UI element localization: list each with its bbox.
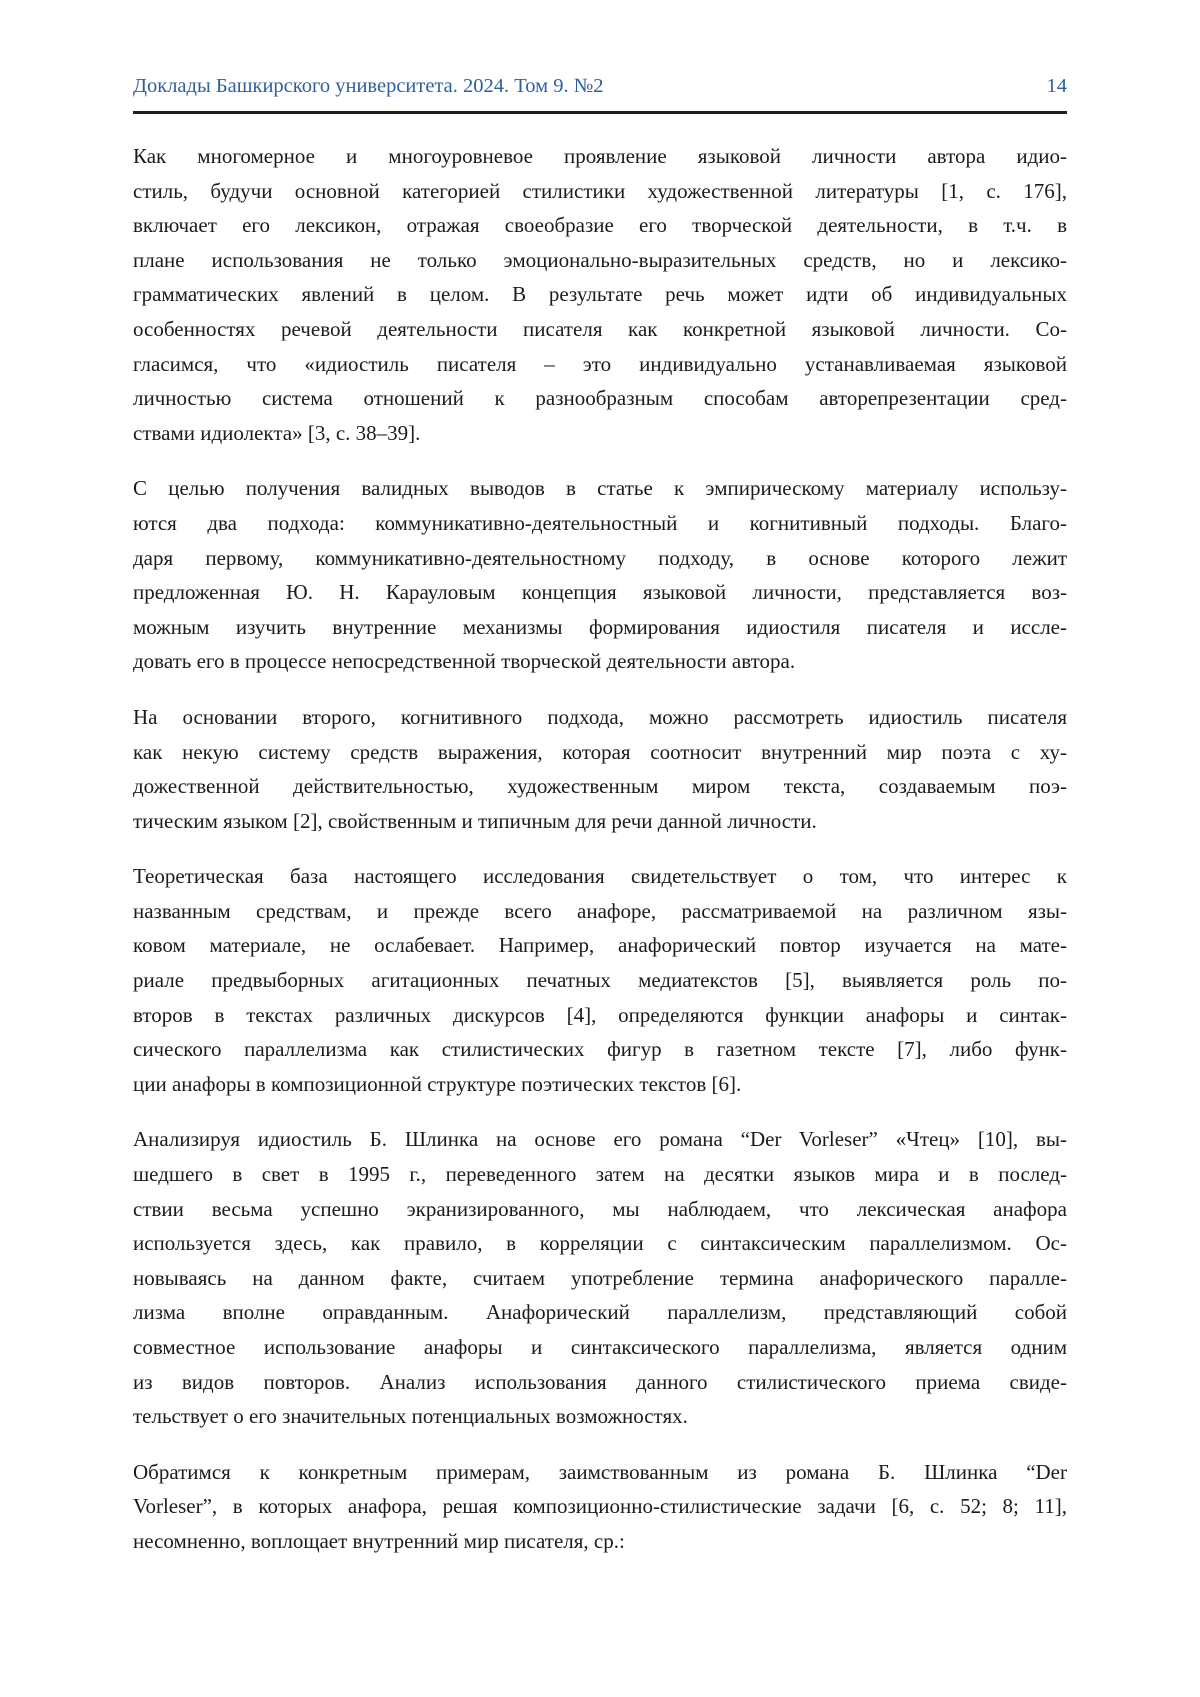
text-line: из видов повторов. Анализ использования данного стилистического приема свиде- (133, 1369, 1067, 1394)
journal-title: Доклады Башкирского университета. 2024. Том 9. №2 (133, 75, 604, 97)
text-line: Теоретическая база настоящего исследования свидетельствует о том, что интерес к (133, 864, 1067, 889)
text-line: второв в текстах различных дискурсов [4], определяются функции анафоры и синтак- (133, 1002, 1067, 1027)
text-line: тельствует о его значительных потенциальных возможностях. (133, 1404, 688, 1429)
text-line: дожественной действительностью, художественным миром текста, создаваемым поэ- (133, 774, 1067, 799)
text-line: С целью получения валидных выводов в статье к эмпирическому материалу использу- (133, 476, 1067, 501)
page-number: 14 (1046, 75, 1067, 97)
text-line: несомненно, воплощает внутренний мир писателя, ср.: (133, 1528, 625, 1553)
text-line: лизма вполне оправданным. Анафорический параллелизм, представляющий собой (133, 1300, 1067, 1325)
text-line: гласимся, что «идиостиль писателя – это индивидуально устанавливаемая языковой (133, 351, 1067, 376)
paragraph (133, 1455, 1067, 1559)
text-line: довать его в процессе непосредственной творческой деятельности автора. (133, 649, 796, 674)
text-line: Анализируя идиостиль Б. Шлинка на основе его романа “Der Vorleser” «Чтец» [10], вы- (133, 1127, 1067, 1152)
paragraph (133, 471, 1067, 679)
text-line: ются два подхода: коммуникативно-деятельностный и когнитивный подходы. Благо- (133, 510, 1067, 535)
text-line: сического параллелизма как стилистических фигур в газетном тексте [7], либо функ- (133, 1037, 1067, 1062)
page-body (133, 139, 1067, 1559)
text-line: стиль, будучи основной категорией стилистики художественной литературы [1, с. 176], (133, 178, 1067, 203)
text-line: можным изучить внутренние механизмы формирования идиостиля писателя и иссле- (133, 614, 1067, 639)
text-line: риале предвыборных агитационных печатных медиатекстов [5], выявляется роль по- (133, 968, 1067, 993)
text-line: Vorleser”, в которых анафора, решая композиционно-стилистические задачи [6, с. 52; 8; 11], (133, 1494, 1067, 1519)
text-line: Как многомерное и многоуровневое проявление языковой личности автора идио- (133, 144, 1067, 168)
text-line: шедшего в свет в 1995 г., переведенного затем на десятки языков мира и в послед- (133, 1162, 1067, 1187)
text-line: личностью система отношений к разнообразным способам авторепрезентации сред- (133, 386, 1067, 411)
text-line: ковом материале, не ослабевает. Например, анафорический повтор изучается на мате- (133, 933, 1067, 958)
text-line: На основании второго, когнитивного подхода, можно рассмотреть идиостиль писателя (133, 704, 1067, 729)
text-line: ции анафоры в композиционной структуре поэтических текстов [6]. (133, 1071, 742, 1096)
text-line: включает его лексикон, отражая своеобразие его творческой деятельности, в т.ч. в (133, 213, 1067, 238)
text-line: даря первому, коммуникативно-деятельностному подходу, в основе которого лежит (133, 545, 1067, 570)
text-line: названным средствам, и прежде всего анафоре, рассматриваемой на различном язы- (133, 898, 1067, 923)
text-line: используется здесь, как правило, в корреляции с синтаксическим параллелизмом. Ос- (133, 1231, 1067, 1256)
text-line: предложенная Ю. Н. Карауловым концепция языковой личности, представляется воз- (133, 580, 1067, 605)
text-line: особенностях речевой деятельности писателя как конкретной языковой личности. Со- (133, 316, 1067, 341)
text-line: ствии весьма успешно экранизированного, мы наблюдаем, что лексическая анафора (133, 1196, 1067, 1221)
text-line: совместное использование анафоры и синтаксического параллелизма, является одним (133, 1335, 1067, 1359)
header-divider (133, 111, 1067, 114)
paragraph (133, 859, 1067, 1101)
paragraph (133, 139, 1067, 450)
text-line: тическим языком [2], свойственным и типичным для речи данной личности. (133, 808, 817, 833)
text-line: Обратимся к конкретным примерам, заимствованным из романа Б. Шлинка “Der (133, 1459, 1067, 1484)
text-line: грамматических явлений в целом. В результате речь может идти об индивидуальных (133, 282, 1067, 307)
text-line: новываясь на данном факте, считаем употребление термина анафорического паралле- (133, 1265, 1067, 1290)
paragraph (133, 700, 1067, 838)
page-header (133, 74, 1067, 98)
text-line: плане использования не только эмоционально-выразительных средств, но и лексико- (133, 247, 1067, 272)
paragraph (133, 1122, 1067, 1433)
text-line: ствами идиолекта» [3, с. 38–39]. (133, 420, 421, 445)
text-line: как некую систему средств выражения, которая соотносит внутренний мир поэта с ху- (133, 739, 1067, 764)
